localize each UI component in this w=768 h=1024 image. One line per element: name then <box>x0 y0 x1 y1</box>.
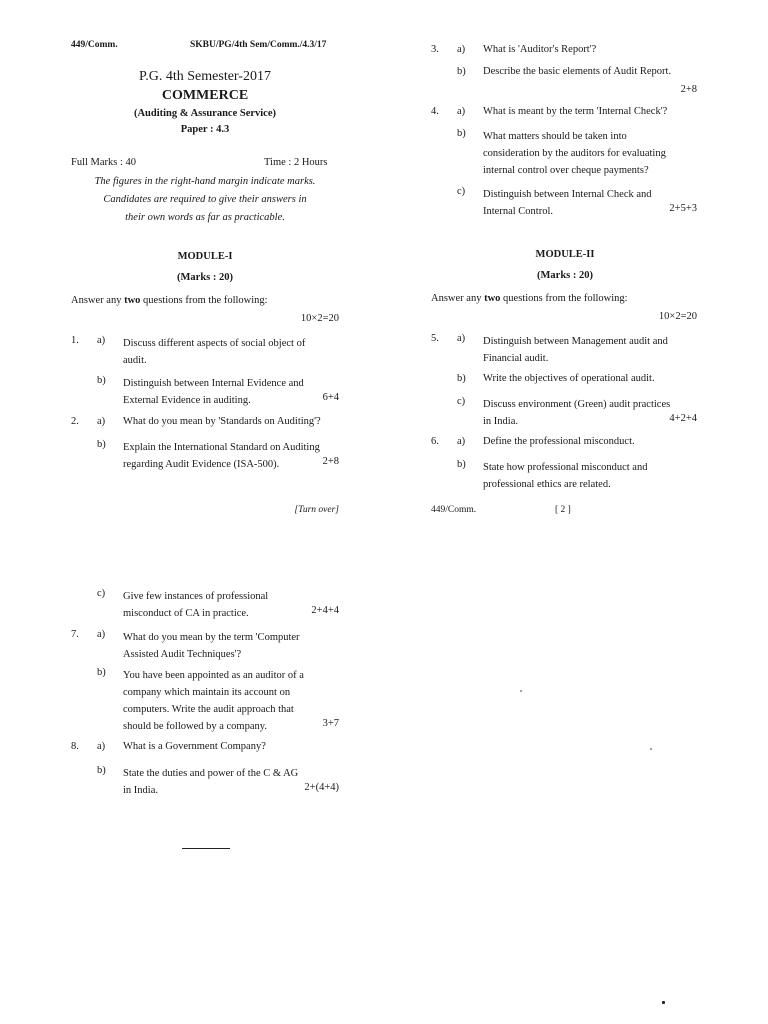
q7-number: 7. <box>71 629 79 640</box>
end-rule <box>182 848 230 849</box>
q6-b-label: b) <box>457 459 466 470</box>
q1-b-line-1: Distinguish between Internal Evidence and <box>123 378 304 389</box>
q2-marks: 2+8 <box>322 456 339 467</box>
q6-b-line-2: professional ethics are related. <box>483 479 611 490</box>
q6-b-text <box>483 459 699 493</box>
q4-b-line-2: consideration by the auditors for evaluating <box>483 148 666 159</box>
instruction-line-1: The figures in the right-hand margin indicate marks. <box>94 176 316 187</box>
module-1-marks: (Marks : 20) <box>177 272 233 283</box>
q1-marks: 6+4 <box>322 392 339 403</box>
q5-c-label: c) <box>457 396 466 407</box>
q4-b-line-1: What matters should be taken into <box>483 131 627 142</box>
q4-c-label: c) <box>457 186 466 197</box>
turn-over: [Turn over] <box>294 505 339 515</box>
q7-a-line-1: What do you mean by the term 'Computer <box>123 632 300 643</box>
q1-a-line-2: audit. <box>123 355 147 366</box>
q7-b-label: b) <box>97 667 106 678</box>
module-2-title: MODULE-II <box>535 249 595 260</box>
module-2-instruction <box>431 293 628 304</box>
q8-a-label: a) <box>97 741 106 752</box>
q7-b-line-2: company which maintain its account on <box>123 687 291 698</box>
q6-c-line-1: Give few instances of professional <box>123 591 269 602</box>
q7-b-line-4: should be followed by a company. <box>123 721 267 732</box>
q7-marks: 3+7 <box>322 718 339 729</box>
q2-number: 2. <box>71 416 79 427</box>
q5-a-line-2: Financial audit. <box>483 353 549 364</box>
q7-b-line-3: computers. Write the audit approach that <box>123 704 294 715</box>
instruction-line-2: Candidates are required to give their answers in <box>103 194 307 205</box>
q8-a-text: What is a Government Company? <box>123 741 266 752</box>
exam-time: Time : 2 Hours <box>264 157 328 168</box>
module-1-instruction-bold: two <box>124 295 141 306</box>
q6-number: 6. <box>431 436 439 447</box>
q5-marks: 4+2+4 <box>669 413 697 424</box>
module-2-instruction-post: questions from the following: <box>500 293 628 304</box>
q1-b-line-2: External Evidence in auditing. <box>123 395 251 406</box>
module-2-instruction-pre: Answer any <box>431 293 485 304</box>
q3-number: 3. <box>431 44 439 55</box>
q4-b-text <box>483 128 699 179</box>
q4-marks: 2+5+3 <box>669 203 697 214</box>
module-2-total: 10×2=20 <box>658 311 697 322</box>
q4-c-line-2: Internal Control. <box>483 206 553 217</box>
q7-a-label: a) <box>97 629 106 640</box>
q5-b-label: b) <box>457 373 466 384</box>
q6-a-label: a) <box>457 436 466 447</box>
q1-b-label: b) <box>97 375 106 386</box>
module-1-instruction-pre: Answer any <box>71 295 125 306</box>
q2-b-line-2: regarding Audit Evidence (ISA-500). <box>123 459 280 470</box>
q1-number: 1. <box>71 335 79 346</box>
course-title: (Auditing & Assurance Service) <box>133 108 277 119</box>
q3-b-text: Describe the basic elements of Audit Report. <box>483 66 672 77</box>
footer-page-number: [ 2 ] <box>555 505 571 515</box>
q2-a-text: What do you mean by 'Standards on Auditing'? <box>123 416 321 427</box>
module-1-title: MODULE-I <box>177 251 233 262</box>
q2-b-label: b) <box>97 439 106 450</box>
q6-c-line-2: misconduct of CA in practice. <box>123 608 249 619</box>
module-2-instruction-bold: two <box>484 293 501 304</box>
q4-a-text: What is meant by the term 'Internal Check'? <box>483 106 668 117</box>
module-2-marks: (Marks : 20) <box>537 270 593 281</box>
q6-b-line-1: State how professional misconduct and <box>483 462 648 473</box>
paper-code-center: SKBU/PG/4th Sem/Comm./4.3/17 <box>190 40 327 50</box>
q8-b-line-1: State the duties and power of the C & AG <box>123 768 299 779</box>
q5-a-label: a) <box>457 333 466 344</box>
q2-a-label: a) <box>97 416 106 427</box>
q4-b-line-3: internal control over cheque payments? <box>483 165 649 176</box>
scan-speck <box>520 690 522 692</box>
q6-a-text: Define the professional misconduct. <box>483 436 635 447</box>
q1-a-text <box>123 335 339 369</box>
full-marks: Full Marks : 40 <box>71 157 137 168</box>
q5-a-text <box>483 333 699 367</box>
footer-code: 449/Comm. <box>431 505 477 515</box>
instruction-line-3: their own words as far as practicable. <box>125 212 285 223</box>
q8-b-line-2: in India. <box>123 785 158 796</box>
q5-c-line-1: Discuss environment (Green) audit practices <box>483 399 671 410</box>
q1-a-line-1: Discuss different aspects of social object of <box>123 338 306 349</box>
q4-b-label: b) <box>457 128 466 139</box>
scan-speck <box>650 748 652 750</box>
paper-number: Paper : 4.3 <box>180 124 230 135</box>
paper-code-left: 449/Comm. <box>71 40 118 50</box>
subject-title: COMMERCE <box>161 88 249 103</box>
q4-number: 4. <box>431 106 439 117</box>
q7-b-line-1: You have been appointed as an auditor of a <box>123 670 304 681</box>
q8-marks: 2+(4+4) <box>304 782 339 793</box>
q3-b-label: b) <box>457 66 466 77</box>
module-1-total: 10×2=20 <box>300 313 339 324</box>
q7-a-text <box>123 629 339 663</box>
q3-marks: 2+8 <box>680 84 697 95</box>
module-1-instruction <box>71 295 268 306</box>
q5-a-line-1: Distinguish between Management audit and <box>483 336 668 347</box>
q5-b-text: Write the objectives of operational audit. <box>483 373 655 384</box>
q1-a-label: a) <box>97 335 106 346</box>
q4-a-label: a) <box>457 106 466 117</box>
q3-a-text: What is 'Auditor's Report'? <box>483 44 597 55</box>
q6-marks: 2+4+4 <box>311 605 339 616</box>
q8-b-label: b) <box>97 765 106 776</box>
semester-title: P.G. 4th Semester-2017 <box>139 69 271 84</box>
q4-c-line-1: Distinguish between Internal Check and <box>483 189 652 200</box>
q3-a-label: a) <box>457 44 466 55</box>
module-1-instruction-post: questions from the following: <box>140 295 268 306</box>
q8-number: 8. <box>71 741 79 752</box>
q2-b-line-1: Explain the International Standard on Auditing <box>123 442 320 453</box>
q7-a-line-2: Assisted Audit Techniques'? <box>123 649 242 660</box>
q5-number: 5. <box>431 333 439 344</box>
q5-c-line-2: in India. <box>483 416 518 427</box>
scan-speck <box>662 1001 665 1004</box>
q6-c-label: c) <box>97 588 106 599</box>
